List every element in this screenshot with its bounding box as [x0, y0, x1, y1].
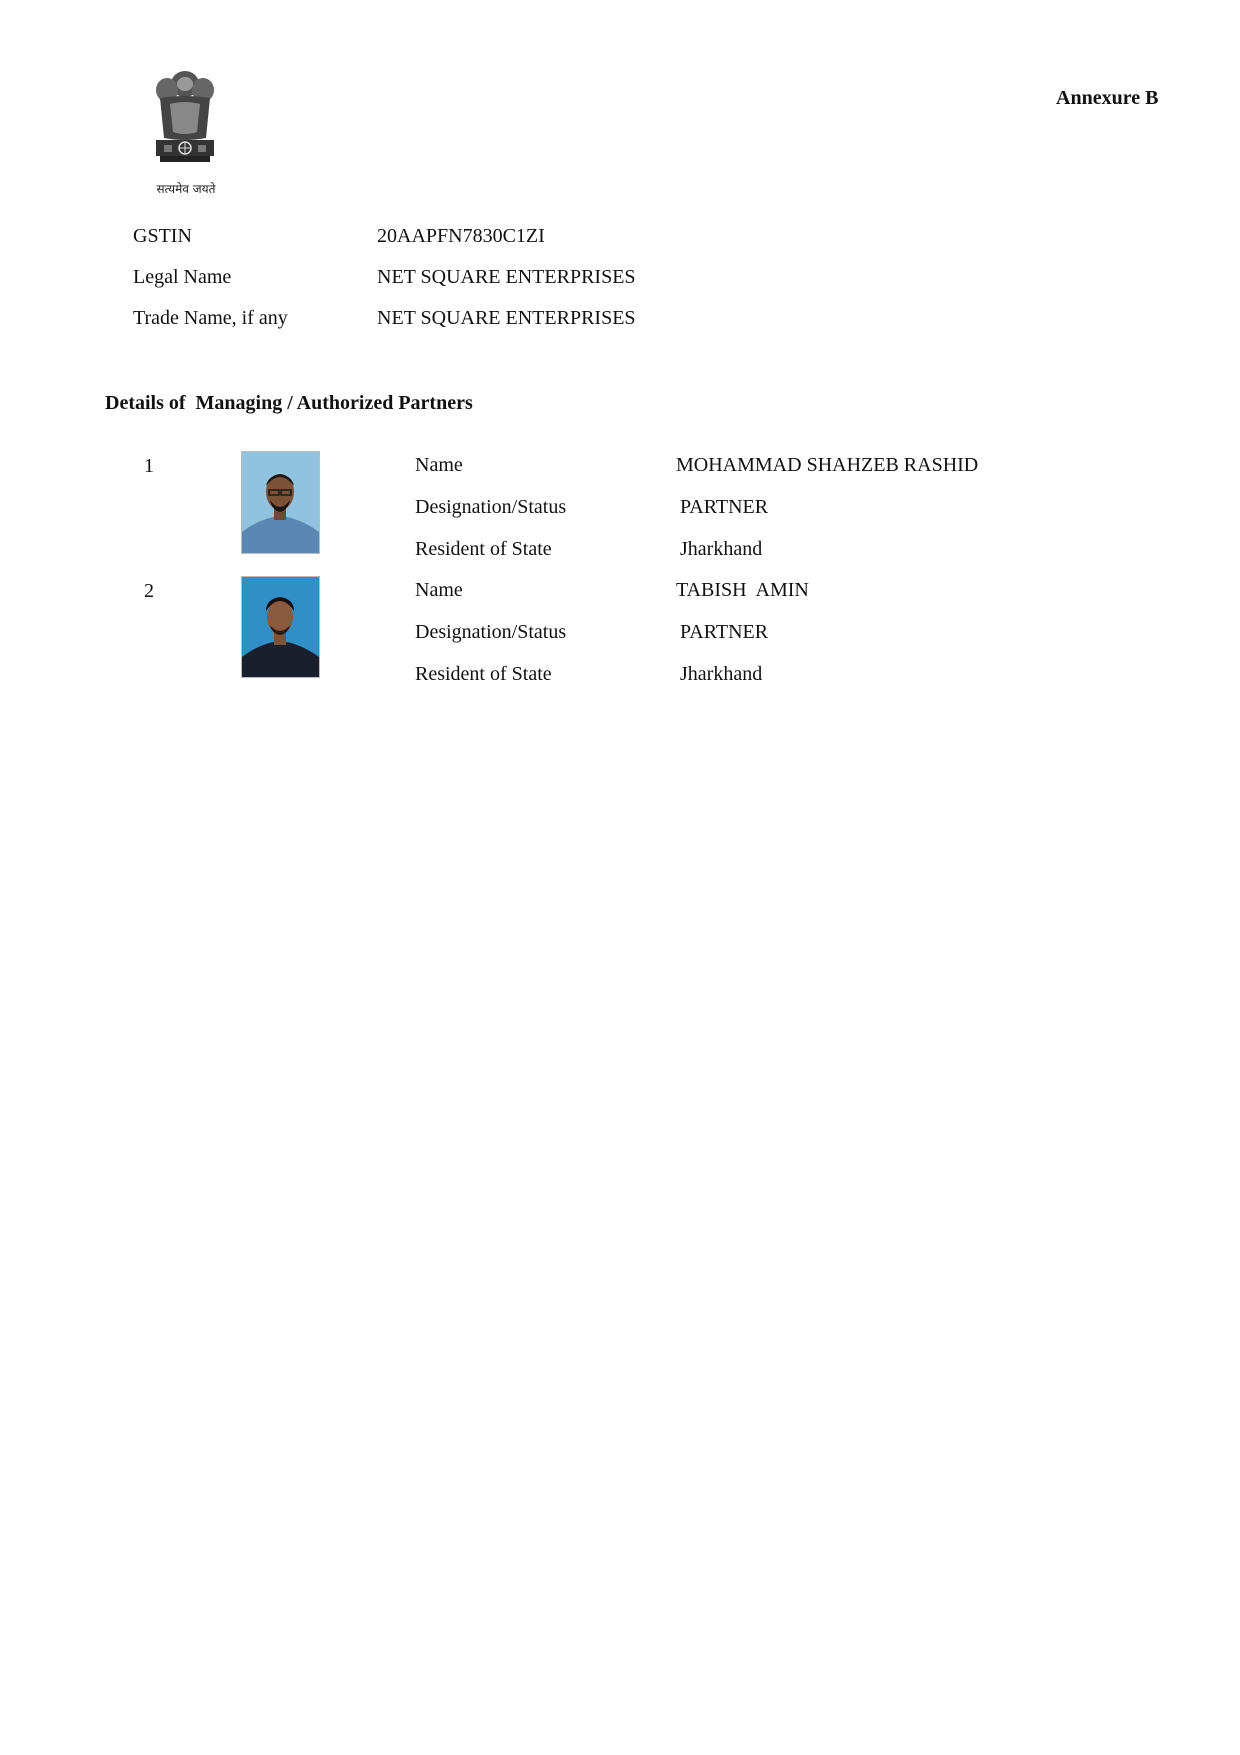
partner-designation: PARTNER	[680, 496, 769, 518]
emblem-motto: सत्यमेव जयते	[156, 182, 216, 196]
trade-name-label: Trade Name, if any	[133, 307, 288, 329]
legal-name-label: Legal Name	[133, 266, 232, 288]
designation-label: Designation/Status	[415, 496, 567, 518]
partner-photo	[241, 451, 320, 554]
gstin-value: 20AAPFN7830C1ZI	[377, 225, 545, 247]
annexure-label: Annexure B	[1056, 87, 1159, 109]
state-label: Resident of State	[415, 538, 552, 560]
partner-name: MOHAMMAD SHAHZEB RASHID	[676, 454, 979, 476]
state-label: Resident of State	[415, 663, 552, 685]
legal-name-value: NET SQUARE ENTERPRISES	[377, 266, 636, 288]
gstin-label: GSTIN	[133, 225, 192, 247]
partner-number: 2	[144, 580, 154, 602]
partner-state: Jharkhand	[680, 538, 763, 560]
partner-state: Jharkhand	[680, 663, 763, 685]
name-label: Name	[415, 454, 463, 476]
partner-designation: PARTNER	[680, 621, 769, 643]
partner-number: 1	[144, 455, 154, 477]
trade-name-value: NET SQUARE ENTERPRISES	[377, 307, 636, 329]
designation-label: Designation/Status	[415, 621, 567, 643]
partners-section-title: Details of Managing / Authorized Partners	[105, 392, 473, 414]
partner-name: TABISH AMIN	[676, 579, 809, 601]
name-label: Name	[415, 579, 463, 601]
partner-photo	[241, 576, 320, 678]
